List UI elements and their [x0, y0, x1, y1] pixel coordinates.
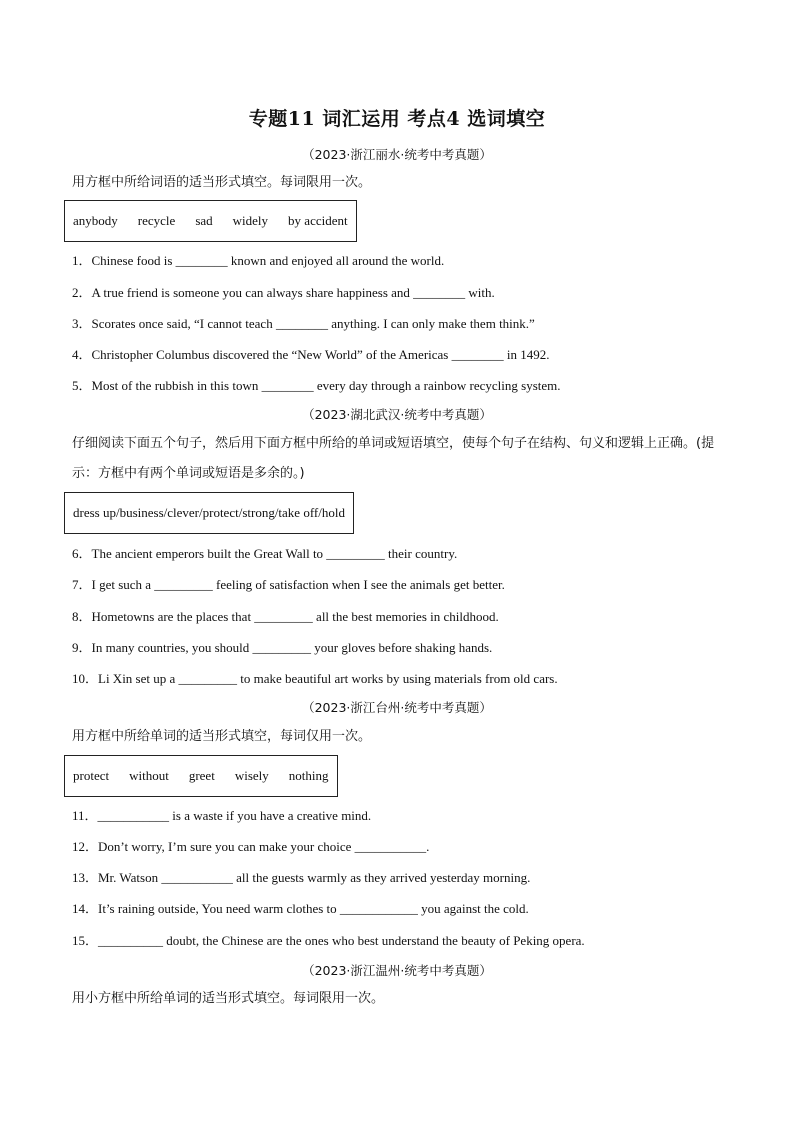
source-label: （2023·浙江温州·统考中考真题） [302, 963, 492, 978]
instruction-text: 用方框中所给词语的适当形式填空。每词限用一次。 [72, 175, 372, 190]
word-option: without [129, 768, 169, 783]
word-box [64, 755, 338, 797]
word-box [64, 492, 354, 534]
question-item: 2．A true friend is someone you can always share happiness and ________ with. [72, 285, 495, 300]
source-label: （2023·浙江丽水·统考中考真题） [302, 147, 492, 162]
question-item: 10．Li Xin set up a _________ to make beautiful art works by using materials from old cars. [72, 671, 558, 686]
question-item: 11．___________ is a waste if you have a creative mind. [72, 808, 372, 823]
word-box [64, 200, 357, 242]
word-option: anybody [73, 213, 118, 228]
page-title: 专题11 词汇运用 考点4 选词填空 [248, 108, 546, 130]
question-item: 3．Scorates once said, “I cannot teach ________ anything. I can only make them think.” [72, 316, 535, 331]
question-item: 8．Hometowns are the places that _________ all the best memories in childhood. [72, 609, 499, 624]
question-item: 14．It’s raining outside, You need warm clothes to ____________ you against the cold. [72, 901, 529, 916]
question-item: 5．Most of the rubbish in this town ________ every day through a rainbow recycling system. [72, 378, 561, 393]
word-option: sad [195, 213, 213, 228]
word-option: wisely [234, 768, 269, 783]
word-option: by accident [288, 213, 348, 228]
question-item: 7．I get such a _________ feeling of satisfaction when I see the animals get better. [72, 577, 505, 592]
question-item: 15．__________ doubt, the Chinese are the ones who best understand the beauty of Peking opera. [72, 933, 585, 948]
source-label: （2023·浙江台州·统考中考真题） [302, 700, 492, 715]
word-option: nothing [288, 768, 329, 783]
instruction-text: 用方框中所给单词的适当形式填空，每词仅用一次。 [72, 729, 372, 744]
question-item: 12．Don’t worry, I’m sure you can make your choice ___________. [72, 839, 430, 854]
question-item: 13．Mr. Watson ___________ all the guests warmly as they arrived yesterday morning. [72, 870, 531, 885]
question-item: 4．Christopher Columbus discovered the “New World” of the Americas ________ in 1492. [72, 347, 550, 362]
question-item: 1．Chinese food is ________ known and enjoyed all around the world. [72, 253, 445, 268]
word-options-text: dress up/business/clever/protect/strong/take off/hold [73, 505, 345, 520]
word-option: protect [73, 768, 110, 783]
instruction-text: 用小方框中所给单词的适当形式填空。每词限用一次。 [72, 991, 385, 1006]
source-label: （2023·湖北武汉·统考中考真题） [302, 407, 492, 422]
word-option: widely [232, 213, 269, 228]
question-item: 9．In many countries, you should _________ your gloves before shaking hands. [72, 640, 493, 655]
question-item: 6．The ancient emperors built the Great Wall to _________ their country. [72, 546, 458, 561]
word-option: recycle [137, 213, 176, 228]
word-option: greet [188, 768, 215, 783]
instruction-text: 仔细阅读下面五个句子，然后用下面方框中所给的单词或短语填空，使每个句子在结构、句义和逻辑上正确。(提示：方框中有两个单词或短语是多余的。) [72, 436, 715, 481]
